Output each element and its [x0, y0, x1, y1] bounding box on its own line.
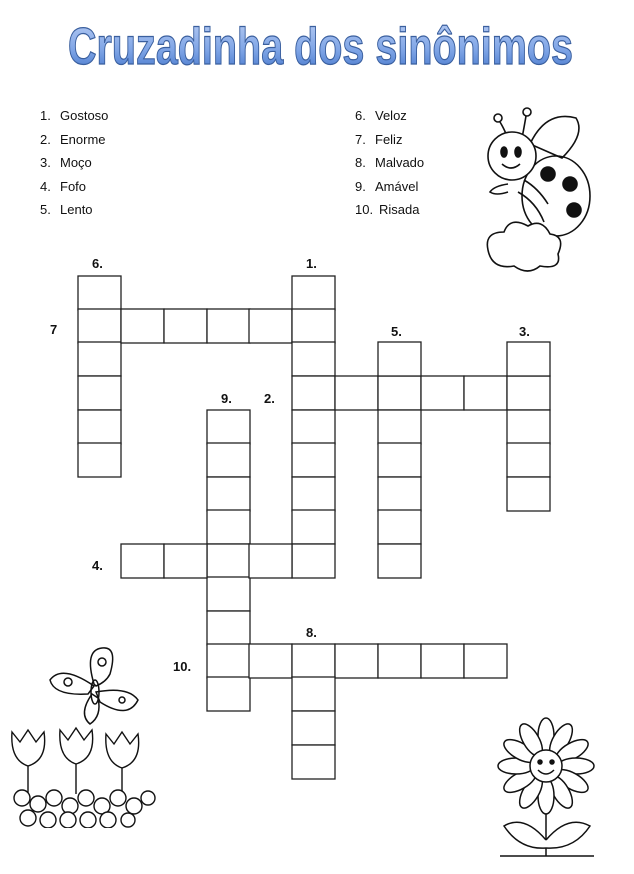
crossword-cell[interactable]: [292, 745, 335, 779]
crossword-cell[interactable]: [292, 376, 335, 410]
crossword-cell[interactable]: [421, 376, 464, 410]
crossword-cell[interactable]: [249, 309, 292, 343]
crossword-cell[interactable]: [292, 342, 335, 376]
crossword-cell[interactable]: [335, 376, 378, 410]
crossword-cell[interactable]: [378, 342, 421, 376]
crossword-cell[interactable]: [249, 644, 292, 678]
crossword-cell[interactable]: [292, 309, 335, 343]
crossword-cell[interactable]: [464, 376, 507, 410]
clue-item: 7. Feliz: [355, 131, 403, 147]
crossword-cell[interactable]: [378, 544, 421, 578]
crossword-cell[interactable]: [378, 644, 421, 678]
page-title-text: Cruzadinha dos sinônimos: [68, 18, 573, 76]
crossword-cell[interactable]: [207, 611, 250, 645]
crossword-cell[interactable]: [292, 276, 335, 310]
crossword-cell[interactable]: [378, 443, 421, 477]
crossword-cell[interactable]: [78, 443, 121, 477]
crossword-cell[interactable]: [292, 410, 335, 444]
crossword-cell[interactable]: [378, 510, 421, 544]
grid-number-10: 10.: [173, 659, 192, 674]
crossword-cell[interactable]: [207, 309, 250, 343]
clue-item: 1. Gostoso: [40, 108, 109, 123]
crossword-cell[interactable]: [378, 376, 421, 410]
crossword-cell[interactable]: [78, 276, 121, 310]
crossword-cell[interactable]: [207, 644, 250, 678]
crossword-cell[interactable]: [207, 443, 250, 477]
grid-number-1: 1.: [306, 256, 317, 271]
crossword-cell[interactable]: [378, 477, 421, 511]
crossword-cell[interactable]: [507, 477, 550, 511]
crossword-cell[interactable]: [78, 376, 121, 410]
crossword-cell[interactable]: [164, 309, 207, 343]
tulips-image: [8, 724, 158, 828]
crossword-cell[interactable]: [292, 510, 335, 544]
crossword-cell[interactable]: [207, 544, 250, 578]
ladybug-image: [478, 104, 606, 274]
butterfly-image: [44, 644, 144, 732]
clue-item: 2. Enorme: [40, 131, 106, 147]
crossword-cell[interactable]: [207, 677, 250, 711]
grid-number-8: 8.: [306, 625, 317, 640]
grid-number-5: 5.: [391, 324, 402, 339]
crossword-cell[interactable]: [207, 410, 250, 444]
crossword-cell[interactable]: [292, 544, 335, 578]
crossword-cell[interactable]: [78, 410, 121, 444]
crossword-cell[interactable]: [292, 677, 335, 711]
crossword-cell[interactable]: [421, 644, 464, 678]
crossword-cell[interactable]: [292, 443, 335, 477]
crossword-cell[interactable]: [378, 410, 421, 444]
grid-number-9: 9.: [221, 391, 232, 406]
grid-number-4: 4.: [92, 558, 103, 573]
grid-number-6: 6.: [92, 256, 103, 271]
crossword-cell[interactable]: [207, 510, 250, 544]
clue-item: 5. Lento: [40, 202, 93, 217]
clue-item: 6. Veloz: [355, 108, 407, 123]
crossword-cell[interactable]: [292, 711, 335, 745]
crossword-cell[interactable]: [121, 309, 164, 343]
crossword-cell[interactable]: [464, 644, 507, 678]
grid-number-3: 3.: [519, 324, 530, 339]
clue-item: 3. Moço: [40, 155, 92, 170]
crossword-cell[interactable]: [507, 443, 550, 477]
clue-item: 8. Malvado: [355, 155, 425, 170]
crossword-cell[interactable]: [207, 577, 250, 611]
crossword-cell[interactable]: [121, 544, 164, 578]
crossword-cell[interactable]: [78, 342, 121, 376]
crossword-cell[interactable]: [507, 342, 550, 376]
grid-number-2: 2.: [264, 391, 275, 406]
crossword-cell[interactable]: [78, 309, 121, 343]
crossword-cell[interactable]: [335, 644, 378, 678]
crossword-cell[interactable]: [207, 477, 250, 511]
crossword-cell[interactable]: [249, 544, 292, 578]
crossword-cell[interactable]: [292, 644, 335, 678]
clue-item: 4. Fofo: [40, 178, 87, 194]
daisy-image: [496, 714, 598, 860]
grid-number-7: 7: [50, 322, 58, 337]
crossword-cell[interactable]: [507, 376, 550, 410]
crossword-cell[interactable]: [292, 477, 335, 511]
clue-item: 10. Risada: [355, 202, 420, 217]
crossword-cell[interactable]: [507, 410, 550, 444]
crossword-cell[interactable]: [164, 544, 207, 578]
clue-item: 9. Amável: [355, 178, 419, 194]
